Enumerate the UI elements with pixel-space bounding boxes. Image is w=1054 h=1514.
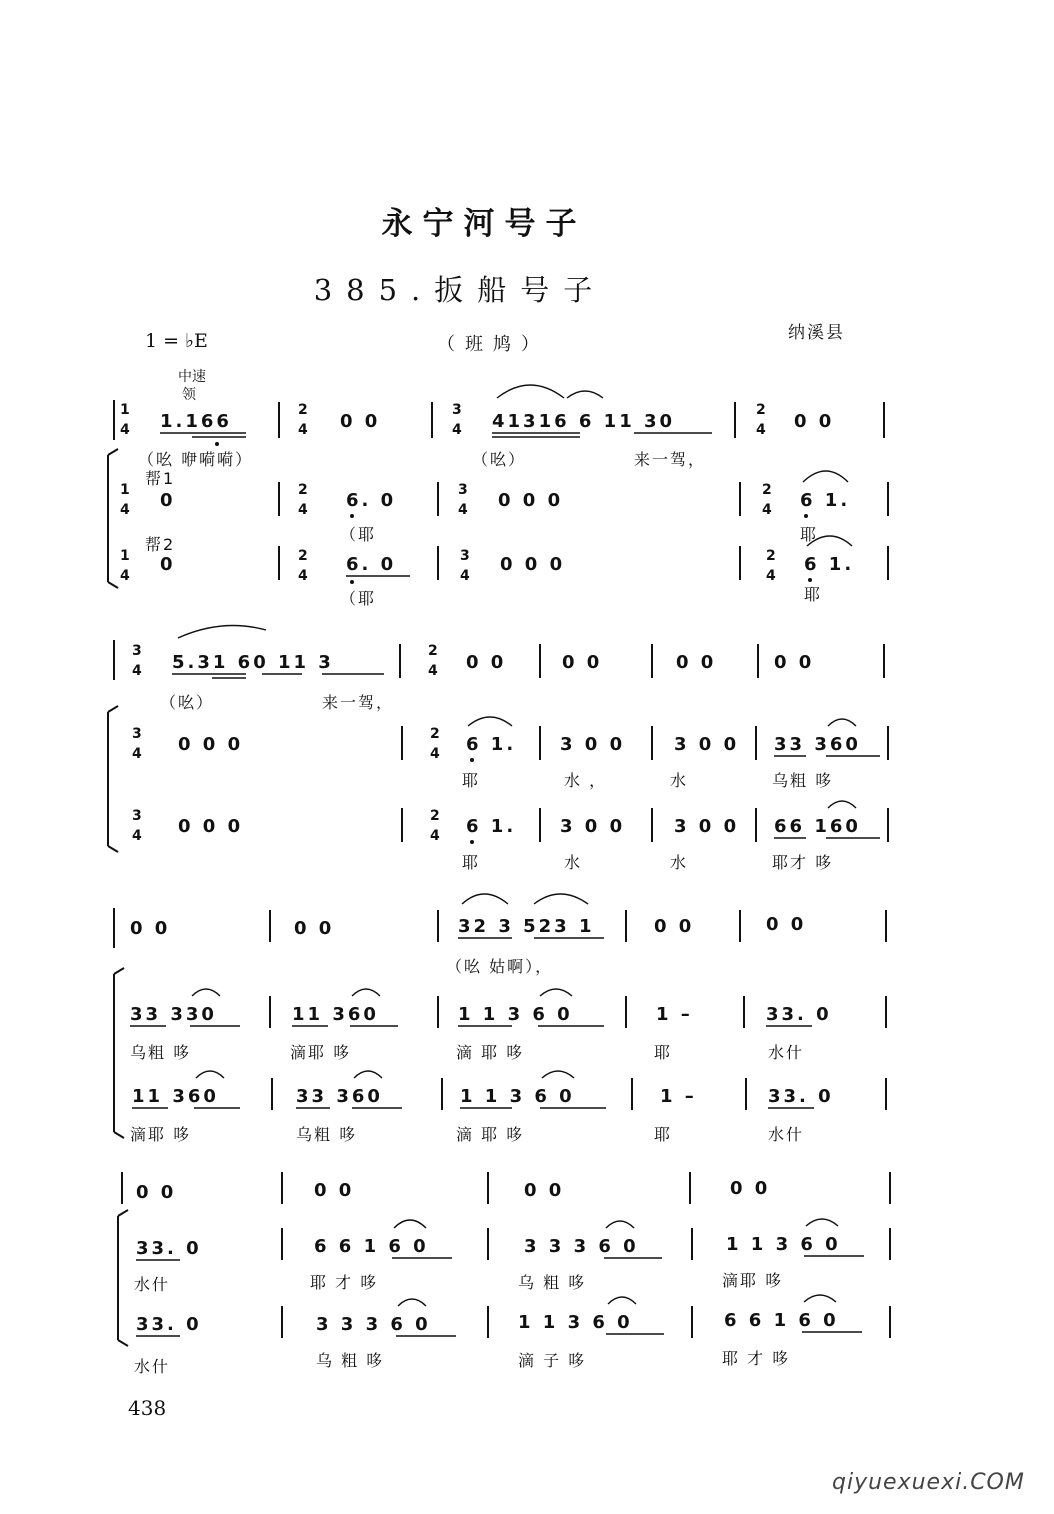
svg-text:2: 2 xyxy=(756,402,766,418)
page-number: 438 xyxy=(128,1396,167,1420)
system-3 xyxy=(114,894,886,1144)
measure: 3 3 3 6 0 xyxy=(316,1314,431,1335)
svg-text:2: 2 xyxy=(762,482,772,498)
measure: 3 0 0 xyxy=(674,734,740,755)
measure: 0 0 xyxy=(794,411,835,432)
measure: 3 0 0 xyxy=(674,816,740,837)
measure: 0 0 xyxy=(524,1180,565,1201)
song-number: 385. xyxy=(313,273,435,307)
measure: 1 1 3 6 0 xyxy=(460,1086,575,1107)
system-1 xyxy=(108,385,888,608)
measure: 33 360 xyxy=(774,734,861,755)
lyric: 水 xyxy=(670,853,689,872)
song-title: 扳船号子 xyxy=(434,273,607,307)
lyric: （吆 咿嗬嗬） xyxy=(138,450,254,469)
lyric: （吆） xyxy=(160,693,215,712)
lyric: 乌粗 哆 xyxy=(130,1043,192,1062)
measure: 0 0 xyxy=(340,411,381,432)
measure: 0 0 0 xyxy=(498,490,564,511)
lyric: （吆） xyxy=(472,450,527,469)
svg-text:2: 2 xyxy=(298,482,308,498)
measure: 0 0 xyxy=(466,652,507,673)
svg-text:4: 4 xyxy=(298,422,308,438)
tempo-marking: 中速 xyxy=(178,369,206,385)
svg-text:3: 3 xyxy=(132,808,142,824)
measure: 3 3 3 6 0 xyxy=(524,1236,639,1257)
lyric: 耶 xyxy=(804,585,823,604)
svg-text:4: 4 xyxy=(458,502,468,518)
measure: 11 360 xyxy=(292,1004,379,1025)
performance-note: （班鸠） xyxy=(437,334,549,355)
svg-text:4: 4 xyxy=(766,568,776,584)
lyric: 水 xyxy=(670,771,689,790)
svg-text:2: 2 xyxy=(430,808,440,824)
measure: 6 6 1 6 0 xyxy=(724,1310,839,1331)
svg-text:2: 2 xyxy=(766,548,776,564)
measure: 33. 0 xyxy=(136,1314,202,1335)
svg-text:4: 4 xyxy=(120,568,130,584)
svg-text:4: 4 xyxy=(430,828,440,844)
measure: 0 0 0 xyxy=(500,554,566,575)
measure: 6 1. xyxy=(466,734,517,755)
svg-text:2: 2 xyxy=(298,548,308,564)
timesig-top: 1 xyxy=(120,402,130,418)
lyric: 水什 xyxy=(768,1043,805,1062)
svg-text:3: 3 xyxy=(132,726,142,742)
svg-text:4: 4 xyxy=(298,568,308,584)
measure: 1 – xyxy=(660,1086,697,1107)
svg-text:4: 4 xyxy=(430,746,440,762)
measure: 33 330 xyxy=(130,1004,217,1025)
measure: 0 0 xyxy=(766,914,807,935)
measure: 1 1 3 6 0 xyxy=(726,1234,841,1255)
measure: 6 1. xyxy=(804,554,855,575)
lyric: 水什 xyxy=(134,1357,171,1376)
measure: 6 6 1 6 0 xyxy=(314,1236,429,1257)
lyric: 滴 子 哆 xyxy=(518,1351,587,1370)
watermark: qiyuexuexi.COM xyxy=(832,1470,1025,1495)
lyric: 耶 xyxy=(462,853,481,872)
part-label: 帮1 xyxy=(145,469,176,488)
timesig-bottom: 4 xyxy=(120,422,130,438)
measure: 11 360 xyxy=(132,1086,219,1107)
measure: 0 xyxy=(160,554,176,575)
lyric: 滴耶 哆 xyxy=(290,1043,352,1062)
svg-text:4: 4 xyxy=(132,746,142,762)
lyric: 滴耶 哆 xyxy=(722,1271,784,1290)
lyric: 水什 xyxy=(134,1275,171,1294)
measure: 0 0 0 xyxy=(178,816,244,837)
measure: 6 1. xyxy=(466,816,517,837)
measure: 3 0 0 xyxy=(560,734,626,755)
system-4 xyxy=(118,1172,890,1376)
key-signature: 1 = ♭E xyxy=(145,330,208,352)
svg-text:4: 4 xyxy=(120,502,130,518)
measure: 0 0 xyxy=(294,918,335,939)
measure: 0 0 xyxy=(654,916,695,937)
measure: 1.166 xyxy=(160,411,232,432)
lyric: 耶 xyxy=(654,1043,673,1062)
lyric: 水 xyxy=(564,853,583,872)
svg-text:4: 4 xyxy=(460,568,470,584)
measure: 32 3 523 1 xyxy=(458,916,595,937)
lead-label: 领 xyxy=(182,387,196,403)
measure: 0 0 xyxy=(562,652,603,673)
svg-text:2: 2 xyxy=(428,643,438,659)
svg-text:4: 4 xyxy=(132,663,142,679)
measure: 41316 6 11 30 xyxy=(492,411,676,432)
measure: 1 1 3 6 0 xyxy=(518,1312,633,1333)
measure: 33. 0 xyxy=(136,1238,202,1259)
lyric: 耶才 哆 xyxy=(772,853,834,872)
measure: 0 0 xyxy=(136,1182,177,1203)
lyric: 乌 粗 哆 xyxy=(316,1351,385,1370)
measure: 0 0 xyxy=(730,1178,771,1199)
lyric: 耶 才 哆 xyxy=(310,1273,379,1292)
measure: 0 0 xyxy=(676,652,717,673)
measure: 0 0 xyxy=(314,1180,355,1201)
measure: 0 0 xyxy=(130,918,171,939)
measure: 0 0 xyxy=(774,652,815,673)
svg-text:4: 4 xyxy=(298,502,308,518)
svg-text:4: 4 xyxy=(132,828,142,844)
lyric: （耶 xyxy=(340,589,377,608)
measure: 66 160 xyxy=(774,816,861,837)
lyric: 乌粗 哆 xyxy=(772,771,834,790)
region-label: 纳溪县 xyxy=(788,323,845,343)
system-2 xyxy=(108,626,888,873)
measure: 6 1. xyxy=(800,490,851,511)
measure: 6. 0 xyxy=(346,554,397,575)
lyric: 滴 耶 哆 xyxy=(456,1125,525,1144)
svg-text:3: 3 xyxy=(460,548,470,564)
lyric: 耶 xyxy=(654,1125,673,1144)
part-label: 帮2 xyxy=(145,535,176,554)
svg-text:2: 2 xyxy=(430,726,440,742)
lyric: 乌 粗 哆 xyxy=(518,1273,587,1292)
svg-text:4: 4 xyxy=(428,663,438,679)
lyric: （吆 姑啊）， xyxy=(446,957,554,976)
lyric: 水什 xyxy=(768,1125,805,1144)
svg-text:3: 3 xyxy=(458,482,468,498)
svg-text:1: 1 xyxy=(120,548,130,564)
measure: 1 1 3 6 0 xyxy=(458,1004,573,1025)
svg-text:3: 3 xyxy=(132,643,142,659)
lyric: 耶 才 哆 xyxy=(722,1349,791,1368)
measure: 3 0 0 xyxy=(560,816,626,837)
measure: 5.31 60 11 3 xyxy=(172,652,334,673)
lyric: 乌粗 哆 xyxy=(296,1125,358,1144)
svg-text:4: 4 xyxy=(452,422,462,438)
svg-text:3: 3 xyxy=(452,402,462,418)
measure: 0 xyxy=(160,490,176,511)
measure: 6. 0 xyxy=(346,490,397,511)
measure: 0 0 0 xyxy=(178,734,244,755)
lyric: 耶 xyxy=(800,525,819,544)
measure: 33. 0 xyxy=(766,1004,832,1025)
lyric: 来一驾， xyxy=(634,450,707,469)
measure: 33 360 xyxy=(296,1086,383,1107)
lyric: 耶 xyxy=(462,771,481,790)
lyric: 来一驾， xyxy=(322,693,395,712)
measure: 1 – xyxy=(656,1004,693,1025)
svg-text:4: 4 xyxy=(756,422,766,438)
collection-title: 永宁河号子 xyxy=(381,206,587,242)
lyric: 滴耶 哆 xyxy=(130,1125,192,1144)
svg-text:2: 2 xyxy=(298,402,308,418)
lyric: 水 ， xyxy=(564,771,608,790)
lyric: （耶 xyxy=(340,525,377,544)
svg-text:1: 1 xyxy=(120,482,130,498)
svg-text:4: 4 xyxy=(762,502,772,518)
lyric: 滴 耶 哆 xyxy=(456,1043,525,1062)
measure: 33. 0 xyxy=(768,1086,834,1107)
